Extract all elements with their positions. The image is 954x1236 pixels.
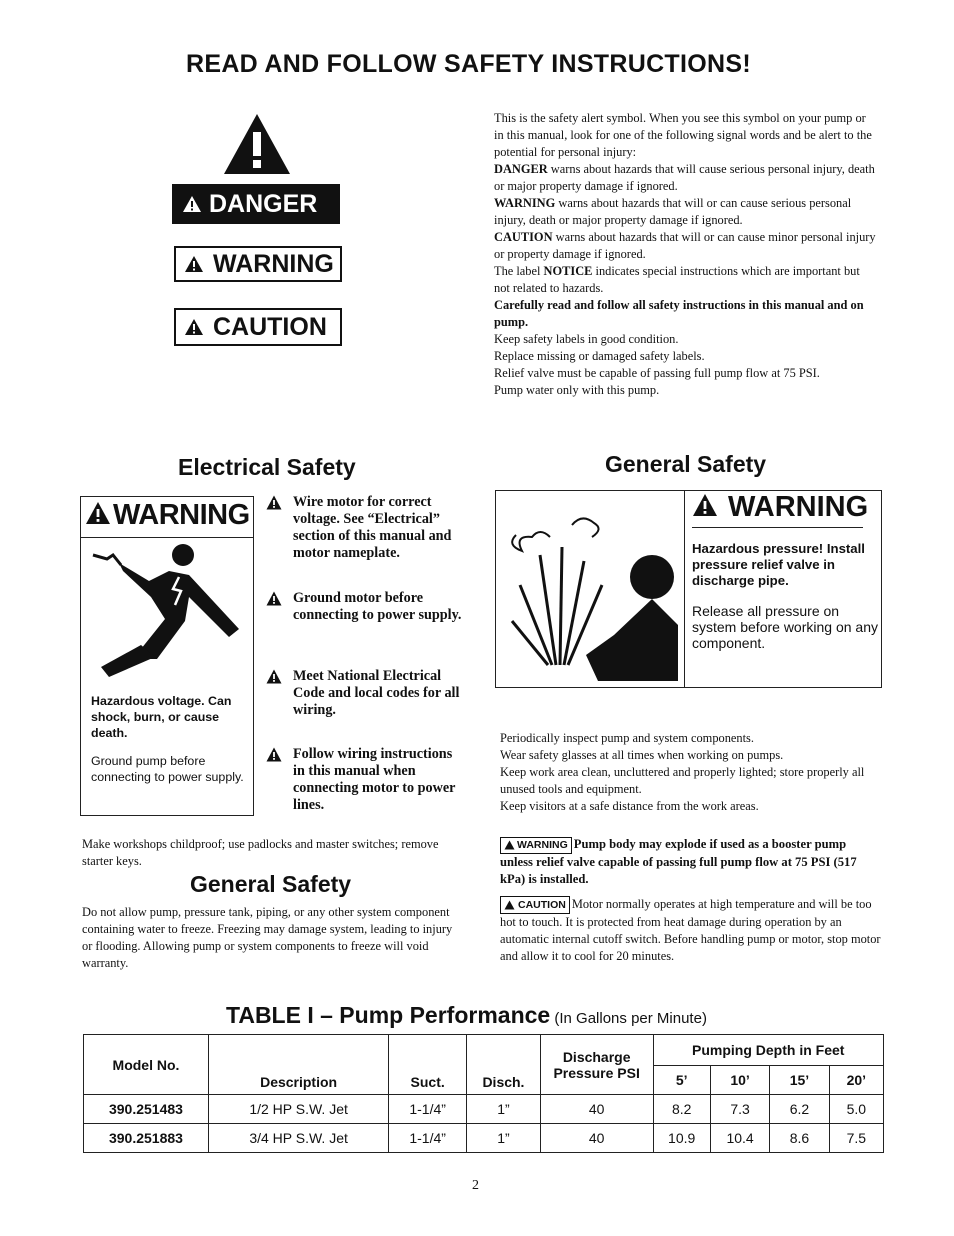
header-model: Model No.: [84, 1035, 209, 1095]
alert-triangle-icon: [266, 495, 282, 510]
electrical-item: Follow wiring instructions in this manual when connecting motor to power lines.: [266, 746, 466, 814]
explosion-icon: [502, 515, 680, 681]
motor-caution-text: Motor normally operates at high temperature and will be too hot to touch. It is protected from heat damage during operation by an automatic internal cutoff switch. Before handling pump or motor, stop motor and allow it to cool for 20 minutes.: [500, 897, 881, 964]
intro-danger: DANGER warns about hazards that will cause serious personal injury, death or major property damage if ignored.: [494, 162, 875, 193]
pressure-warning-heading: WARNING: [692, 491, 868, 524]
header-description: Description: [208, 1035, 388, 1095]
alert-triangle-icon: [184, 318, 204, 336]
page-number: 2: [472, 1178, 479, 1193]
electrical-warning-heading: WARNING: [85, 499, 250, 532]
header-depth: 10’: [710, 1066, 769, 1095]
header-depth: 20’: [829, 1066, 883, 1095]
hazardous-pressure-text: Hazardous pressure! Install pressure relief valve in discharge pipe.: [692, 541, 865, 588]
warning-tag: WARNING: [500, 837, 572, 854]
cell-depth-10: 7.3: [710, 1095, 769, 1124]
alert-triangle-icon: [266, 669, 282, 684]
alert-triangle-icon: [266, 591, 282, 606]
cell-depth-15: 6.2: [770, 1095, 829, 1124]
alert-triangle-icon: [504, 900, 515, 910]
cell-depth-5: 10.9: [653, 1124, 710, 1153]
danger-label-text: DANGER: [209, 189, 318, 218]
cell-depth-20: 7.5: [829, 1124, 883, 1153]
intro-alert-symbol-text: This is the safety alert symbol. When you see this symbol on your pump or in this manual, look for one of the following signal words and be alert to the potential for personal injury:: [494, 111, 872, 159]
page-title: READ AND FOLLOW SAFETY INSTRUCTIONS!: [186, 50, 751, 78]
cell-suct: 1-1/4”: [389, 1095, 467, 1124]
list-item: Keep visitors at a safe distance from the work areas.: [500, 799, 759, 813]
cell-disch: 1”: [467, 1095, 541, 1124]
caution-tag: CAUTION: [500, 896, 570, 914]
header-discharge-psi: Discharge Pressure PSI: [540, 1035, 653, 1095]
pressure-warning-panel: [495, 490, 882, 688]
motor-caution: [500, 896, 884, 965]
release-pressure-text: Release all pressure on system before working on any component.: [692, 603, 878, 651]
intro-notice: The label NOTICE indicates special instructions which are important but not related to hazards.: [494, 264, 860, 295]
table-title-units: (In Gallons per Minute): [550, 1010, 707, 1027]
intro-warning: WARNING warns about hazards that will or can cause serious personal injury, death or major property damage if ignored.: [494, 196, 852, 227]
cell-depth-15: 8.6: [770, 1124, 829, 1153]
booster-warning: [500, 836, 882, 888]
alert-triangle-icon: [504, 840, 515, 850]
electrical-item: Meet National Electrical Code and local codes for all wiring.: [266, 668, 466, 719]
cell-disch: 1”: [467, 1124, 541, 1153]
list-item: Wear safety glasses at all times when working on pumps.: [500, 748, 784, 762]
alert-triangle-icon: [184, 255, 204, 273]
cell-depth-20: 5.0: [829, 1095, 883, 1124]
cell-psi: 40: [540, 1124, 653, 1153]
danger-label: [172, 184, 340, 224]
freeze-warning-text: Do not allow pump, pressure tank, piping, or any other system component containing water to freeze. Freezing may damage system, leading to injury or flooding. Allowing pump or system components to freeze will void warranty.: [82, 905, 453, 970]
alert-triangle-icon: [266, 747, 282, 762]
intro-text: [494, 110, 878, 399]
booster-warning-text: Pump body may explode if used as a booster pump unless relief valve capable of passing full pump flow at 75 PSI (517 kPa) is installed.: [500, 837, 857, 886]
cell-depth-10: 10.4: [710, 1124, 769, 1153]
table-title: [226, 1002, 707, 1029]
general-safety-title-left: General Safety: [190, 871, 352, 897]
ground-pump-text: Ground pump before connecting to power supply.: [91, 754, 244, 784]
caution-label: [174, 308, 342, 346]
electrical-safety-title: Electrical Safety: [178, 454, 356, 480]
alert-triangle-icon: [182, 195, 202, 213]
cell-description: 1/2 HP S.W. Jet: [208, 1095, 388, 1124]
cell-depth-5: 8.2: [653, 1095, 710, 1124]
cell-description: 3/4 HP S.W. Jet: [208, 1124, 388, 1153]
intro-read-instructions: Carefully read and follow all safety instructions in this manual and on pump.: [494, 298, 864, 329]
list-item: Periodically inspect pump and system components.: [500, 731, 754, 745]
table-row: [84, 1095, 884, 1124]
header-pumping-depth: Pumping Depth in Feet: [653, 1035, 884, 1066]
intro-replace-labels: Replace missing or damaged safety labels.: [494, 349, 705, 363]
general-safety-title-right: General Safety: [605, 451, 767, 477]
table-row: [84, 1124, 884, 1153]
electrical-item: Ground motor before connecting to power supply.: [266, 590, 466, 624]
workshop-childproof-text: Make workshops childproof; use padlocks and master switches; remove starter keys.: [82, 837, 439, 868]
caution-label-text: CAUTION: [213, 312, 327, 341]
header-suct: Suct.: [389, 1035, 467, 1095]
cell-suct: 1-1/4”: [389, 1124, 467, 1153]
cell-model: 390.251883: [84, 1124, 209, 1153]
pump-performance-table: [83, 1034, 884, 1153]
alert-triangle-icon: [692, 493, 718, 517]
general-safety-list: [500, 730, 882, 815]
electric-shock-icon: [89, 541, 249, 681]
hazardous-voltage-text: Hazardous voltage. Can shock, burn, or cause death.: [91, 694, 232, 740]
cell-psi: 40: [540, 1095, 653, 1124]
warning-label-text: WARNING: [213, 249, 334, 278]
electrical-item: Wire motor for correct voltage. See “Electrical” section of this manual and motor nameplate.: [266, 494, 466, 562]
intro-keep-labels: Keep safety labels in good condition.: [494, 332, 679, 346]
safety-alert-icon: [222, 112, 292, 176]
cell-model: 390.251483: [84, 1095, 209, 1124]
table-title-main: TABLE I – Pump Performance: [226, 1002, 551, 1028]
header-disch: Disch.: [467, 1035, 541, 1095]
intro-caution: CAUTION warns about hazards that will or can cause minor personal injury or property damage if ignored.: [494, 230, 876, 261]
alert-triangle-icon: [85, 501, 111, 525]
list-item: Keep work area clean, uncluttered and properly lighted; store properly all unused tools and equipment.: [500, 765, 865, 796]
electrical-warning-panel: [80, 496, 254, 816]
intro-relief-valve: Relief valve must be capable of passing full pump flow at 75 PSI.: [494, 366, 820, 380]
header-depth: 5’: [653, 1066, 710, 1095]
header-depth: 15’: [770, 1066, 829, 1095]
intro-pump-water: Pump water only with this pump.: [494, 383, 660, 397]
warning-label: [174, 246, 342, 282]
